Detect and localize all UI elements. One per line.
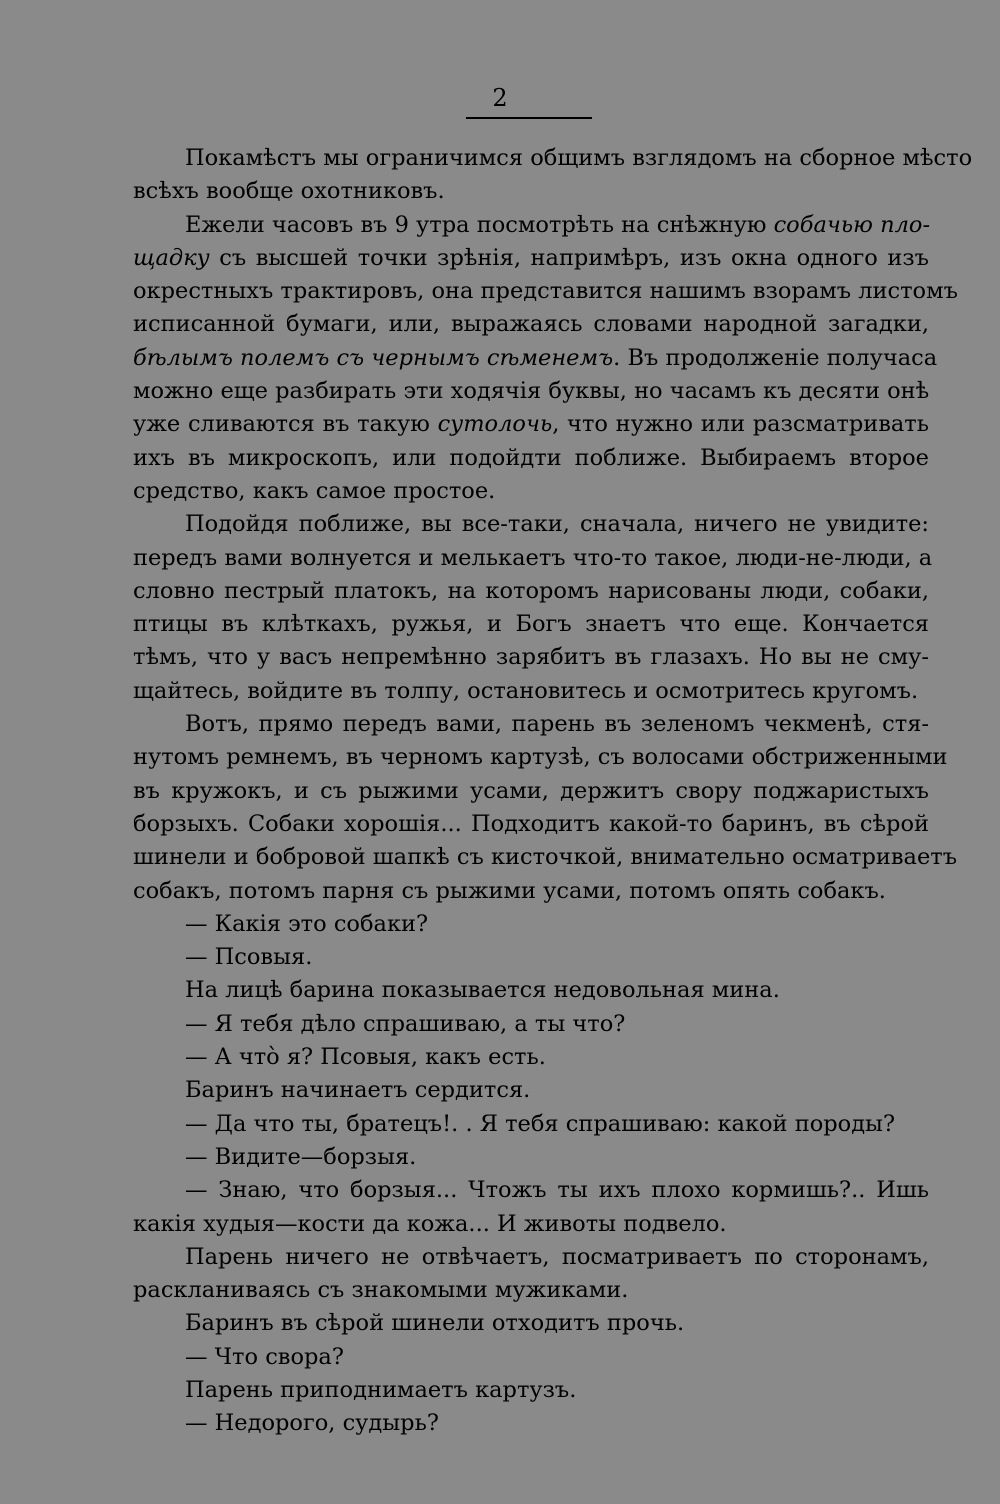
text-segment: уже сливаются въ такую xyxy=(133,411,438,438)
dialog-line: — Что свора? xyxy=(185,1343,344,1370)
text-line: всѣхъ вообще охотниковъ. xyxy=(133,178,445,205)
text-line: средство, какъ самое простое. xyxy=(133,477,496,504)
text-line: щайтесь, войдите въ толпу, остановитесь и осмотритесь кругомъ. xyxy=(133,677,919,704)
dialog-line: Парень приподнимаетъ картузъ. xyxy=(185,1376,577,1403)
paragraph xyxy=(133,708,958,908)
text-line: Подойдя поближе, вы все-таки, сначала, ничего не увидите: xyxy=(185,511,929,538)
text-line: птицы въ клѣткахъ, ружья, и Богъ знаетъ что еще. Кончается xyxy=(133,611,929,638)
text-line: передъ вами волнуется и мелькаетъ что-то такое, люди-не-люди, а xyxy=(133,544,933,571)
paragraph xyxy=(133,142,973,209)
text-line: исписанной бумаги, или, выражаясь словами народной загадки, xyxy=(133,311,929,338)
page-number: 2 xyxy=(492,84,508,112)
text-line xyxy=(133,342,938,375)
text-line: борзыхъ. Собаки хорошія... Подходитъ какой-то баринъ, въ сѣрой xyxy=(133,810,929,837)
italic-segment: сутолочь xyxy=(437,411,553,438)
dialog-line: — Я тебя дѣло спрашиваю, а ты что? xyxy=(185,1010,626,1037)
text-line: шинели и бобровой шапкѣ съ кисточкой, внимательно осматриваетъ xyxy=(133,844,958,871)
dialog-line: — Какія это собаки? xyxy=(185,910,429,937)
text-line xyxy=(133,408,929,441)
text-line: Покамѣстъ мы ограничимся общимъ взглядомъ на сборное мѣсто xyxy=(185,145,973,171)
dialog-line: — Недорого, судырь? xyxy=(185,1410,439,1437)
paragraphs-block-2 xyxy=(133,1174,929,1307)
text-segment: Ежели часовъ въ 9 утра посмотрѣть на снѣжную xyxy=(185,211,774,238)
dialog-line: Баринъ въ сѣрой шинели отходитъ прочь. xyxy=(185,1310,685,1337)
text-segment: , что нужно или разсматривать xyxy=(552,411,929,438)
text-line: можно еще разбирать эти ходячія буквы, но часамъ къ десяти онѣ xyxy=(133,378,930,405)
paragraph xyxy=(133,1174,929,1241)
dialog-line: — Псовыя. xyxy=(185,944,313,971)
dialog-block-2 xyxy=(133,1307,929,1440)
text-line: нутомъ ремнемъ, въ черномъ картузѣ, съ волосами обстриженными xyxy=(133,744,948,771)
text-line: словно пестрый платокъ, на которомъ нарисованы люди, собаки, xyxy=(133,577,929,604)
text-line: ихъ въ микроскопъ, или подойдти поближе. Выбираемъ второе xyxy=(133,444,929,471)
text-segment: съ высшей точки зрѣнія, напримѣръ, изъ окна одного изъ xyxy=(209,244,929,271)
text-line: Парень ничего не отвѣчаетъ, посматриваетъ по сторонамъ, xyxy=(185,1243,929,1270)
text-line: какія худыя—кости да кожа... И животы подвело. xyxy=(133,1210,727,1237)
italic-segment: собачью пло- xyxy=(773,211,931,238)
text-segment: . Въ продолженіе получаса xyxy=(613,344,938,371)
dialog-block-1 xyxy=(133,908,929,1174)
italic-segment: щадку xyxy=(133,244,210,271)
text-line: собакъ, потомъ парня съ рыжими усами, потомъ опять собакъ. xyxy=(133,877,886,904)
header-rule xyxy=(466,117,592,119)
text-line: раскланиваясь съ знакомыми мужиками. xyxy=(133,1277,629,1304)
dialog-line: Баринъ начинаетъ сердится. xyxy=(185,1077,531,1104)
text-line: — Знаю, что борзыя... Чтожъ ты ихъ плохо кормишь?.. Ишь xyxy=(185,1177,929,1204)
paragraph xyxy=(133,209,958,509)
dialog-line: На лицѣ барина показывается недовольная мина. xyxy=(185,977,780,1004)
page-body xyxy=(133,142,973,1441)
dialog-line: — Да что ты, братецъ!. . Я тебя спрашиваю: какой породы? xyxy=(185,1110,896,1137)
text-line: въ кружокъ, и съ рыжими усами, держитъ свору поджаристыхъ xyxy=(133,777,929,804)
text-line xyxy=(133,242,929,275)
italic-segment: бѣлымъ полемъ съ чернымъ сѣменемъ xyxy=(133,344,614,371)
dialog-line: — Видите—борзыя. xyxy=(185,1143,417,1170)
text-line: тѣмъ, что у васъ непремѣнно зарябитъ въ глазахъ. Но вы не сму- xyxy=(133,644,929,671)
paragraph xyxy=(133,508,933,708)
text-line xyxy=(133,209,929,242)
paragraphs-block-1 xyxy=(133,142,973,908)
text-line: окрестныхъ трактировъ, она представится нашимъ взорамъ листомъ xyxy=(133,278,958,305)
text-line: Вотъ, прямо передъ вами, парень въ зеленомъ чекменѣ, стя- xyxy=(185,711,929,738)
paragraph xyxy=(133,1241,929,1308)
dialog-line: — А что̀ я? Псовыя, какъ есть. xyxy=(185,1044,546,1071)
